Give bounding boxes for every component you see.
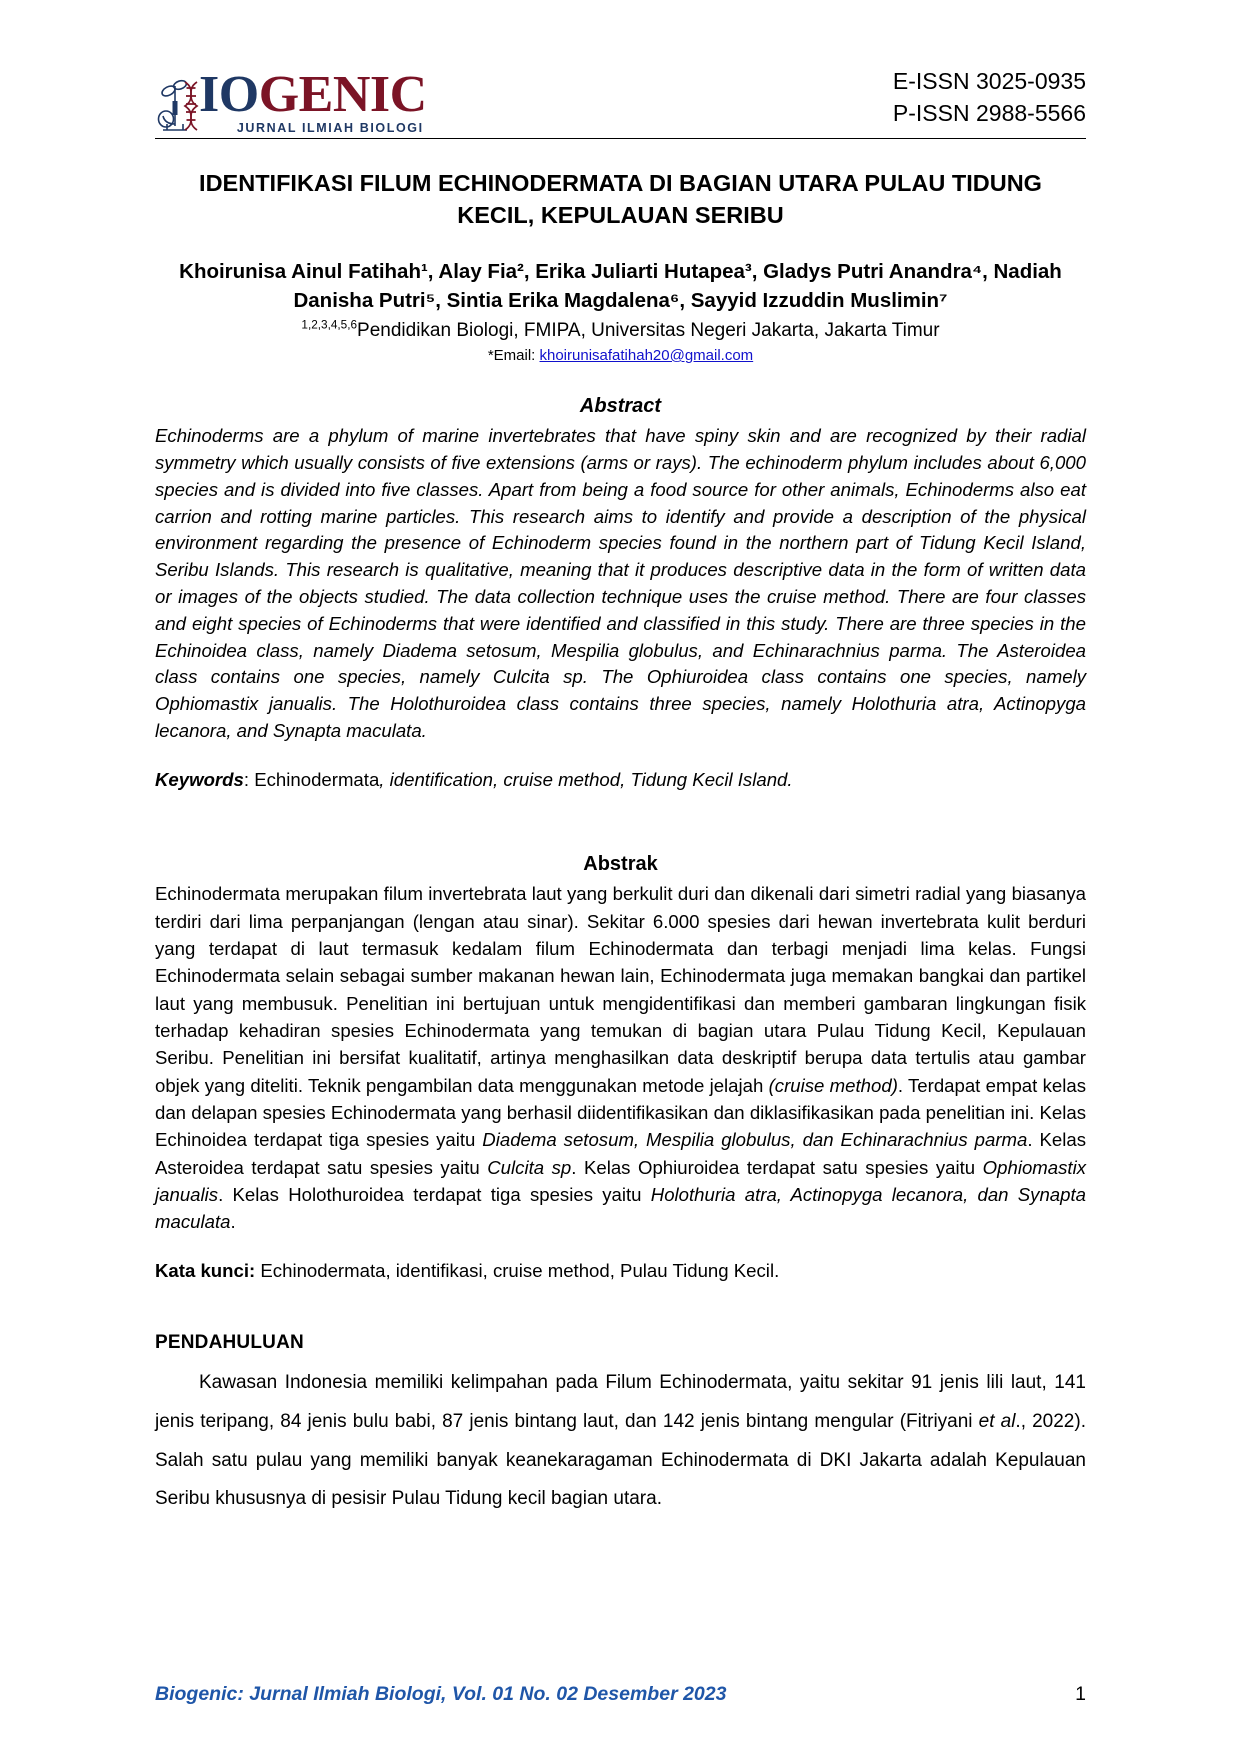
abstrak-italic-1: (cruise method): [768, 1074, 898, 1096]
section-heading-pendahuluan: PENDAHULUAN: [155, 1332, 304, 1354]
logo-text-genic: GENIC: [258, 65, 427, 123]
introduction-paragraph: [155, 1364, 1086, 1518]
keywords-line: [155, 767, 1086, 794]
introduction-text-2: ., 2022). Salah satu pulau yang memiliki banyak keanekaragaman Echinodermata di DKI Jakarta adalah Kepulauan Seribu khususnya di pesisir Pulau Tidung kecil bagian utara.: [155, 1410, 1086, 1510]
abstrak-text-4: . Kelas Ophiuroidea terdapat satu spesies yaitu: [571, 1156, 983, 1178]
page-footer: [155, 1683, 1086, 1706]
kata-kunci-label: Kata kunci:: [155, 1259, 256, 1281]
keywords-separator: :: [243, 768, 255, 790]
abstrak-text-3: . Kelas Asteroidea terdapat satu spesies yaitu: [155, 1129, 1086, 1178]
journal-logo-tagline: JURNAL ILMIAH BIOLOGI: [236, 120, 424, 135]
affiliation-line: [155, 319, 1086, 344]
introduction-italic-1: et al: [978, 1410, 1016, 1432]
author-list: Khoirunisa Ainul Fatihah¹, Alay Fia², Erika Juliarti Hutapea³, Gladys Putri Anandra⁴, Nadiah Danisha Putri⁵, Sintia Erika Magdalena⁶, Sayyid Izzuddin Muslimin⁷: [179, 259, 1062, 312]
affiliation-marks: 1,2,3,4,5,6: [301, 318, 358, 332]
abstrak-italic-3: Culcita sp: [487, 1156, 572, 1178]
footer-page-number: 1: [1075, 1683, 1086, 1705]
issn-block: [893, 65, 1086, 134]
eissn-text: E-ISSN 3025-0935: [892, 67, 1086, 94]
footer-journal-line: Biogenic: Jurnal Ilmiah Biologi, Vol. 01 No. 02 Desember 2023: [155, 1683, 727, 1705]
corresponding-email-line: [155, 346, 1086, 366]
abstrak-italic-2: Diadema setosum, Mespilia globulus, dan Echinarachnius parma: [482, 1129, 1028, 1151]
abstrak-heading: Abstrak: [583, 853, 658, 876]
abstrak-italic-4: Ophiomastix janualis: [155, 1156, 1087, 1205]
journal-logo-text: [199, 65, 427, 123]
affiliation-text: Pendidikan Biologi, FMIPA, Universitas Negeri Jakarta, Jakarta Timur: [357, 320, 940, 342]
keywords-values: , identification, cruise method, Tidung Kecil Island.: [379, 768, 793, 790]
keywords-label: Keywords: [155, 768, 244, 790]
abstrak-text-6: .: [230, 1211, 236, 1233]
abstrak-text-5: . Kelas Holothuroidea terdapat tiga spesies yaitu: [218, 1183, 651, 1205]
abstract-body: Echinoderms are a phylum of marine invertebrates that have spiny skin and are recognized by their radial symmetry which usually consists of five extensions (arms or rays). The echinoderm phylum includes about 6,000 species and is divided into five classes. Apart from being a food source for other animals, Echinoderms also eat carrion and rotting marine particles. This research aims to identify and provide a description of the physical environment regarding the presence of Echinoderm species found in the northern part of Tidung Kecil Island, Seribu Islands. This research is qualitative, meaning that it produces descriptive data in the form of written data or images of the objects studied. The data collection technique uses the cruise method. There are four classes and eight species of Echinoderms that were identified and classified in this study. There are three species in the Echinoidea class, namely Diadema setosum, Mespilia globulus, and Echinarachnius parma. The Asteroidea class contains one species, namely Culcita sp. The Ophiuroidea class contains one species, namely Ophiomastix janualis. The Holothuroidea class contains three species, namely Holothuria atra, Actinopyga lecanora, and Synapta maculata.: [155, 425, 1086, 741]
article-title: IDENTIFIKASI FILUM ECHINODERMATA DI BAGIAN UTARA PULAU TIDUNG KECIL, KEPULAUAN SERIBU: [199, 170, 1042, 229]
abstract-heading: Abstract: [579, 395, 662, 418]
journal-logo-wordmark: [199, 65, 427, 135]
logo-text-bio: IO: [199, 65, 259, 123]
email-label: *Email:: [487, 346, 540, 364]
abstrak-text-2: . Terdapat empat kelas dan delapan spesies Echinodermata yang berhasil diidentifikasikan dan diklasifikasikan pada penelitian ini. Kelas Echinoidea terdapat tiga spesies yaitu: [155, 1074, 1086, 1151]
abstrak-italic-5: Holothuria atra, Actinopyga lecanora, dan Synapta maculata: [155, 1183, 1086, 1233]
kata-kunci-values: Echinodermata, identifikasi, cruise method, Pulau Tidung Kecil.: [255, 1259, 780, 1281]
abstrak-body: [155, 880, 1086, 1235]
introduction-text-1: Kawasan Indonesia memiliki kelimpahan pada Filum Echinodermata, yaitu sekitar 91 jenis lili laut, 141 jenis teripang, 84 jenis bulu babi, 87 jenis bintang laut, dan 142 jenis bintang mengular (Fitriyani: [155, 1372, 1086, 1432]
plant-dna-microscope-icon: [155, 74, 201, 136]
email-link[interactable]: khoirunisafatihah20@gmail.com: [539, 346, 754, 364]
journal-logo: [155, 65, 427, 135]
keywords-first-value: Echinodermata: [254, 768, 380, 790]
journal-masthead: [155, 52, 1086, 134]
abstrak-text-1: Echinodermata merupakan filum invertebrata laut yang berkulit duri dan dikenali dari simetri radial yang biasanya terdiri dari lima perpanjangan (lengan atau sinar). Sekitar 6.000 spesies dari hewan invertebrata kulit berduri yang terdapat di laut termasuk kedalam filum Echinodermata dan terbagi menjadi lima kelas. Fungsi Echinodermata selain sebagai sumber makanan hewan lain, Echinodermata juga memakan bangkai dan partikel laut yang membusuk. Penelitian ini bertujuan untuk mengidentifikasi dan memberi gambaran lingkungan fisik terhadap kehadiran spesies Echinodermata yang temukan di bagian utara Pulau Tidung Kecil, Kepulauan Seribu. Penelitian ini bersifat kualitatif, artinya menghasilkan data deskriptif berupa data tertulis atau gambar objek yang diteliti. Teknik pengambilan data menggunakan metode jelajah: [155, 883, 1086, 1096]
kata-kunci-line: [155, 1258, 1086, 1285]
masthead-divider: [155, 138, 1086, 139]
pissn-text: P-ISSN 2988-5566: [892, 100, 1086, 127]
